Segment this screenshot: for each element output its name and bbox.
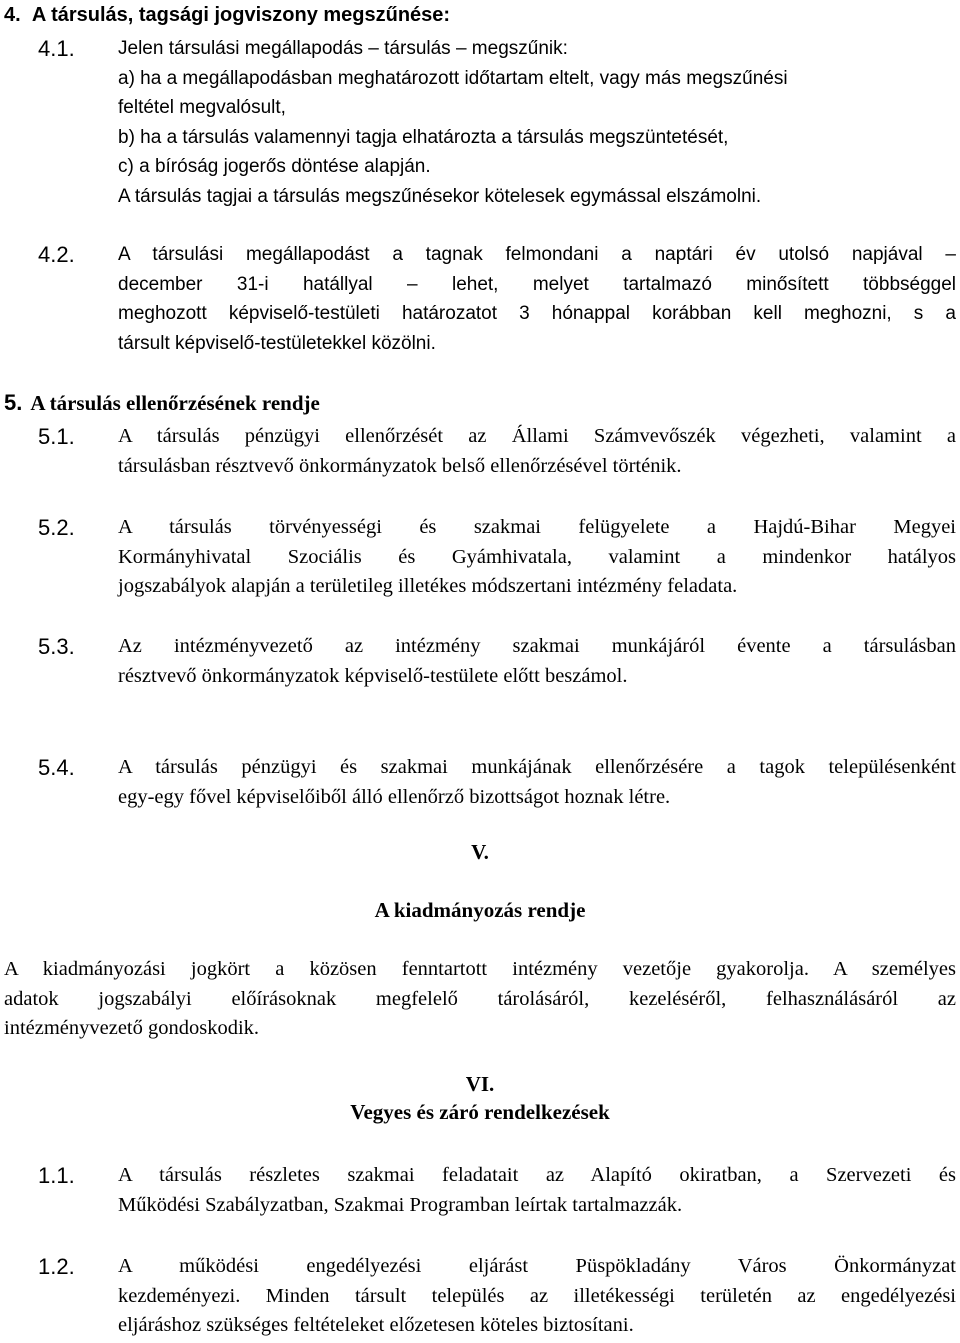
section-5-heading: [4, 390, 320, 416]
section-4-number: 4.: [4, 4, 21, 26]
para-5-3: [118, 632, 956, 691]
para-vi-1-2-number: 1.2.: [38, 1254, 75, 1279]
section-4-heading: [4, 4, 450, 27]
para-5-4-line: egy-egy fővel képviselőiből álló ellenőrző bizottságot hoznak létre.: [118, 785, 671, 808]
para-vi-1-1-line: Működési Szabályzatban, Szakmai Programban leírtak tartalmazzák.: [118, 1193, 683, 1216]
para-vi-1-2-line: eljáráshoz szükséges feltételeket előzetesen köteles biztosítani.: [118, 1314, 634, 1336]
chapter-v-line: adatok jogszabályi előírásoknak megfelelő tárolásáról, kezeléséről, felhasználásáról az: [4, 987, 956, 1010]
para-vi-1-1-line: A társulás részletes szakmai feladatait az Alapító okiratban, a Szervezeti és: [118, 1164, 956, 1186]
para-5-3-number: 5.3.: [38, 634, 75, 659]
para-vi-1-2-line: A működési engedélyezési eljárást Püspökladány Város Önkormányzat: [118, 1255, 956, 1277]
para-vi-1-1: [118, 1161, 956, 1220]
para-4-2-line: társult képviselő-testületekkel közölni.: [118, 332, 436, 354]
chapter-v-line: A kiadmányozási jogkört a közösen fenntartott intézmény vezetője gyakorolja. A személyes: [4, 958, 956, 980]
para-4-1-line: A társulás tagjai a társulás megszűnésekor kötelesek egymással elszámolni.: [118, 185, 762, 207]
para-4-2-line: december 31-i hatállyal – lehet, melyet tartalmazó minősített többséggel: [118, 273, 956, 295]
chapter-vi-title: Vegyes és záró rendelkezések: [350, 1100, 610, 1124]
chapter-vi-number: VI.: [465, 1072, 495, 1096]
chapter-v-title: A kiadmányozás rendje: [374, 898, 586, 922]
para-4-1-line: b) ha a társulás valamennyi tagja elhatározta a társulás megszüntetését,: [118, 126, 729, 148]
para-5-2-line: jogszabályok alapján a területileg illetékes módszertani intézmény feladata.: [118, 575, 738, 597]
para-5-4-line: A társulás pénzügyi és szakmai munkájának ellenőrzésére a tagok településenként: [118, 756, 956, 778]
para-5-2-line: A társulás törvényességi és szakmai felügyelete a Hajdú-Bihar Megyei: [118, 516, 956, 538]
para-5-2-line: Kormányhivatal Szociális és Gyámhivatala, valamint a mindenkor hatályos: [118, 545, 956, 568]
para-vi-1-2-line: kezdeményezi. Minden társult település az illetékességi területén az engedélyezési: [118, 1284, 956, 1307]
para-4-1-line: feltétel megvalósult,: [118, 97, 286, 118]
para-5-2: [118, 513, 956, 602]
para-4-2-line: meghozott képviselő-testületi határozatot 3 hónappal korábban kell meghozni, s a: [118, 303, 956, 324]
para-5-1-line: A társulás pénzügyi ellenőrzését az Állami Számvevőszék végezheti, valamint a: [118, 425, 956, 447]
para-5-4-number: 5.4.: [38, 755, 75, 780]
para-4-1-line: a) ha a megállapodásban meghatározott időtartam eltelt, vagy más megszűnési: [118, 67, 788, 89]
para-4-2-number: 4.2.: [38, 242, 75, 267]
para-4-1-number: 4.1.: [38, 36, 75, 61]
para-4-2-line: A társulási megállapodást a tagnak felmondani a naptári év utolsó napjával –: [118, 244, 956, 265]
section-5-number: 5.: [4, 390, 23, 415]
chapter-v-number: V.: [471, 840, 489, 864]
para-5-1: [118, 422, 956, 481]
para-vi-1-2: [118, 1252, 956, 1341]
para-4-2: [118, 240, 956, 358]
para-4-1-line: c) a bíróság jogerős döntése alapján.: [118, 156, 431, 177]
para-5-4: [118, 753, 956, 812]
para-5-1-line: társulásban résztvevő önkormányzatok belső ellenőrzésével történik.: [118, 454, 682, 477]
para-5-3-line: Az intézményvezető az intézmény szakmai munkájáról évente a társulásban: [118, 635, 956, 657]
para-5-3-line: résztvevő önkormányzatok képviselő-testülete előtt beszámol.: [118, 664, 628, 687]
para-vi-1-1-number: 1.1.: [38, 1163, 75, 1188]
chapter-v-line: intézményvezető gondoskodik.: [4, 1017, 260, 1039]
section-4-title: A társulás, tagsági jogviszony megszűnése:: [31, 4, 451, 26]
para-5-2-number: 5.2.: [38, 515, 75, 540]
para-4-1: [118, 34, 960, 211]
section-5-title: A társulás ellenőrzésének rendje: [30, 391, 320, 415]
para-5-1-number: 5.1.: [38, 424, 75, 449]
chapter-v-paragraph: [4, 955, 956, 1044]
para-4-1-line: Jelen társulási megállapodás – társulás – megszűnik:: [118, 38, 568, 59]
